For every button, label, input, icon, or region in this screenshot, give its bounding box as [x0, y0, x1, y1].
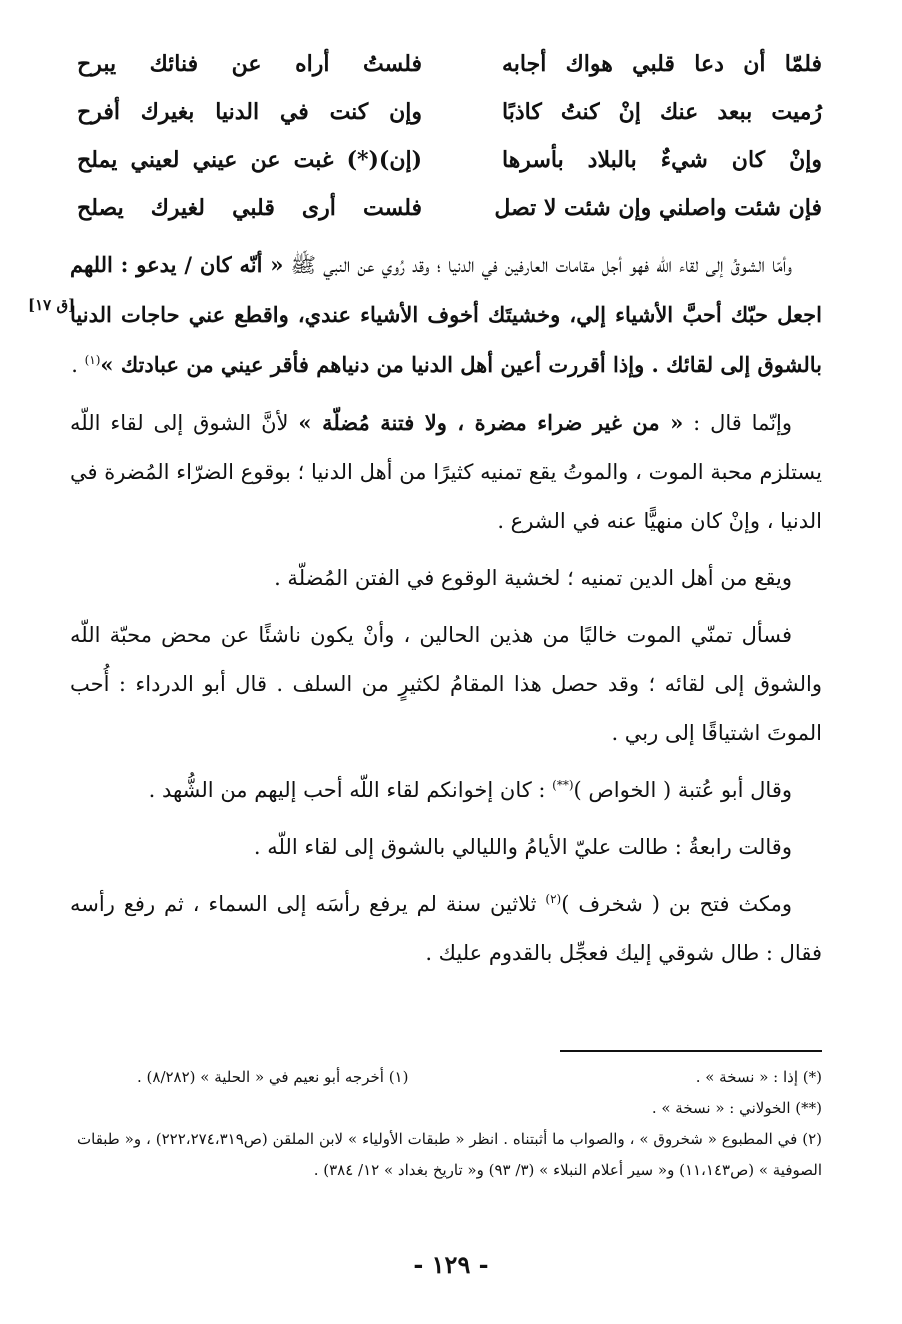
- paragraph-text: لأنَّ الشوق إلى لقاء اللّه يستلزم محبة الموت ، والموتُ يقع تمنيه كثيرًا من أهل الدنيا ؛ بوقوع الضرّاء المُضرة في الدنيا ، وإنْ كان منهيًّا عنه في الشرع .: [70, 411, 822, 533]
- page-number: - ١٢٩ -: [413, 1250, 489, 1279]
- footnote-ref-1: (١): [84, 353, 101, 367]
- paragraph-text: .: [71, 353, 85, 377]
- poem-verse: [77, 40, 822, 88]
- footnote-row: [77, 1062, 822, 1093]
- paragraph-text: وإنّما قال :: [693, 411, 793, 435]
- hadith-quote: « أنّه كان / يدعو : اللهم اجعل حبّك أحبَّ الأشياء إلي، وخشيتَك أخوف الأشياء عندي، واقطع عني حاجات الدنيا بالشوق إلى لقائك . وإذا أقررت أعين أهل الدنيا من دنياهم فأقر عيني من عبادتك »: [70, 252, 822, 377]
- verse-second-hemistich: (إن)(*) غبت عن عيني لعيني يملح: [77, 147, 422, 173]
- footnote-row: [77, 1093, 822, 1124]
- footnote-ref-2: (٢): [545, 892, 562, 906]
- footnote-divider: [560, 1050, 822, 1052]
- verse-second-hemistich: فلستُ أراه عن فنائك يبرح: [77, 51, 422, 77]
- footnote-double-star: (**) الخولاني : « نسخة » .: [651, 1099, 822, 1117]
- paragraph-text: : كان إخوانكم لقاء اللّه أحب إليهم من الشُّهد .: [148, 778, 553, 802]
- paragraph-abu-utba: [70, 766, 822, 815]
- poem-verse: [77, 136, 822, 184]
- paragraph-fath: [70, 880, 822, 978]
- paragraph-text: ثلاثين سنة لم يرفع رأسَه إلى السماء ، ثم رفع رأسه فقال : طال شوقي إليك فعجِّل بالقدوم عليك .: [70, 892, 822, 965]
- verse-first-hemistich: فإن شئت واصلني وإن شئت لا تصل: [494, 195, 822, 221]
- main-text: [70, 240, 822, 986]
- poem-verse: [77, 184, 822, 232]
- footnote-star: (*) إذا : « نسخة » .: [695, 1068, 822, 1086]
- poem-verse: [77, 88, 822, 136]
- hadith-quote: « من غير ضراء مضرة ، ولا فتنة مُضلّة »: [298, 410, 684, 435]
- poem-block: [77, 40, 822, 232]
- verse-second-hemistich: فلست أرى قلبي لغيرك يصلح: [77, 195, 422, 221]
- paragraph-text: ومكث فتح بن ( شخرف ): [561, 892, 793, 916]
- verse-first-hemistich: فلمّا أن دعا قلبي هواك أجابه: [502, 51, 822, 77]
- paragraph-religious: ويقع من أهل الدين تمنيه ؛ لخشية الوقوع في الفتن المُضلّة .: [274, 566, 792, 590]
- manuscript-folio-note: [ق ١٧]: [28, 296, 76, 314]
- footnote-ref-double-star: (**): [552, 778, 574, 792]
- verse-first-hemistich: رُميت ببعد عنك إنْ كنتُ كاذبًا: [502, 99, 822, 125]
- paragraph-longing: [70, 240, 822, 390]
- footnote-2: (٢) في المطبوع « شخروق » ، والصواب ما أثبتناه . انظر « طبقات الأولياء » لابن الملقن (ص٢٢٢،٢٧٤،٣١٩) ، و« طبقات الصوفية » (ص١١،١٤٣) و« سير أعلام النبلاء » (٣/ ٩٣) و« تاريخ بغداد » ١٢/ ٣٨٤) .: [77, 1130, 822, 1179]
- paragraph-explanation: [70, 398, 822, 546]
- verse-second-hemistich: وإن كنت في الدنيا بغيرك أفرح: [77, 99, 422, 125]
- footnote-1: (١) أخرجه أبو نعيم في « الحلية » (٨/٢٨٢) .: [137, 1068, 409, 1086]
- verse-first-hemistich: وإنْ كان شيءٌ بالبلاد بأسرها: [502, 147, 822, 173]
- footnotes: [77, 1062, 822, 1186]
- paragraph-text: وأمّا الشوقُ إلى لقاء اللّه فهو أجل مقامات العارفين في الدنيا ؛ وقد رُوي عن النبي ﷺ: [290, 253, 792, 277]
- paragraph-rabia: وقالت رابعةُ : طالت عليّ الأيامُ والليالي بالشوق إلى لقاء اللّه .: [253, 835, 792, 859]
- paragraph-abu-darda: فسأل تمنّي الموت خاليًا من هذين الحالين ، وأنْ يكون ناشئًا عن محض محبّة اللّه والشوق إلى لقائه ؛ وقد حصل هذا المقامُ لكثيرٍ من السلف . قال أبو الدرداء : أُحب الموتَ اشتياقًا إلى ربي .: [70, 623, 822, 745]
- paragraph-text: وقال أبو عُتبة ( الخواص ): [573, 778, 792, 802]
